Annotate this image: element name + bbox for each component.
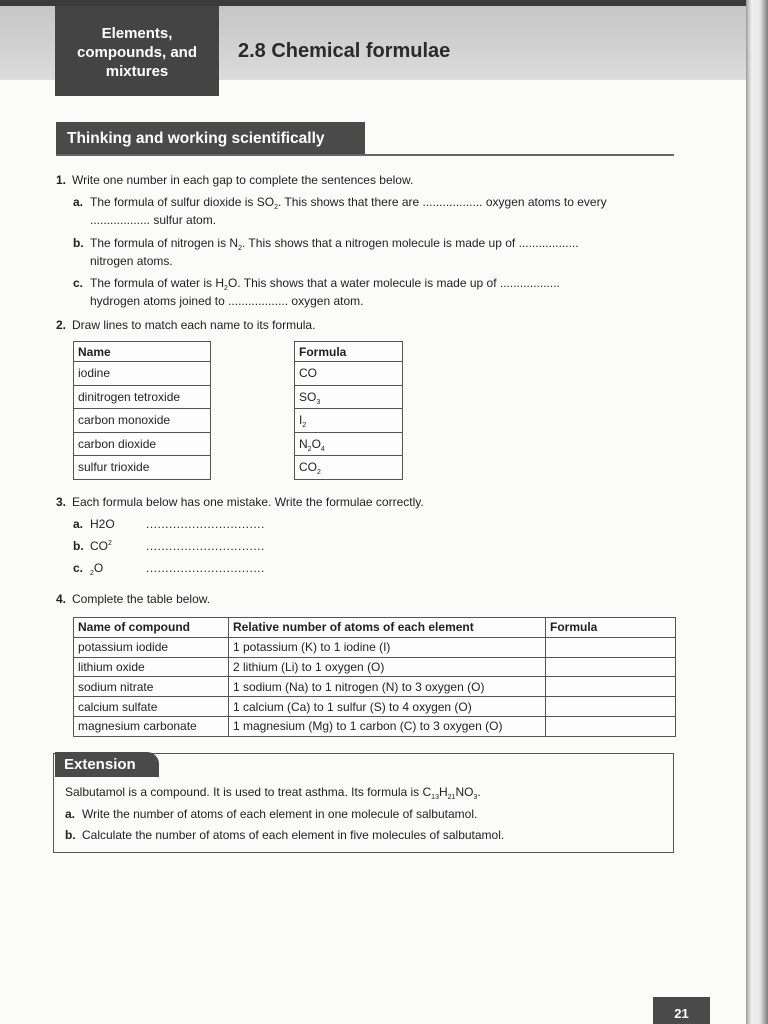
header-formula: Formula [546,618,676,638]
formula-answer-cell[interactable] [546,657,676,677]
answer-line[interactable]: ............................... [146,539,265,553]
subscript: 2 [307,445,312,453]
subscript: 2 [224,285,228,292]
chapter-label [55,6,219,96]
text: hydrogen atoms joined to .................. oxygen atom. [90,294,364,308]
subquestion-letter: c. [73,276,84,290]
text: CO [299,460,317,475]
subquestion-letter: a. [65,807,76,821]
compound-name: lithium oxide [74,657,229,677]
table-row [74,637,676,657]
atom-ratio: 1 magnesium (Mg) to 1 carbon (C) to 3 oxygen (O) [229,716,546,736]
section-title: 2.8 Chemical formulae [238,40,451,62]
heading-rule [56,154,674,156]
text: The formula of nitrogen is N [90,236,239,250]
incorrect-formula: CO [90,539,108,553]
incorrect-formula: H2O [90,517,115,531]
name-cell: carbon dioxide [74,432,211,456]
table-row [74,716,676,736]
atom-ratio: 1 sodium (Na) to 1 nitrogen (N) to 3 oxygen (O) [229,677,546,697]
page-edge [746,0,768,1024]
formula-cell [295,362,403,386]
name-cell: sulfur trioxide [74,456,211,480]
question-text: Each formula below has one mistake. Write the formulae correctly. [72,495,424,509]
formula-answer-cell[interactable] [546,637,676,657]
question-text: Draw lines to match each name to its formula. [72,318,316,332]
atom-ratio: 1 calcium (Ca) to 1 sulfur (S) to 4 oxygen (O) [229,697,546,717]
subscript: 3 [316,398,321,406]
text: . This shows that there are .................. oxygen atoms to every [277,195,607,209]
chapter-line-2: compounds, and [77,44,197,61]
header-name: Name of compound [74,618,229,638]
answer-line[interactable]: ............................... [146,517,265,531]
text: nitrogen atoms. [90,254,173,268]
text: SO [299,389,317,404]
subscript: 3 [473,794,478,801]
atom-ratio: 1 potassium (K) to 1 iodine (I) [229,637,546,657]
question-text: Complete the table below. [72,592,211,606]
formula-cell [295,432,403,456]
text: . This shows that a nitrogen molecule is made up of .................. [241,236,579,250]
formula-cell [295,456,403,480]
text: Salbutamol is a compound. It is used to treat asthma. Its formula is C [65,785,432,799]
superscript: 2 [108,540,112,547]
subquestion-letter: b. [73,539,84,553]
subscript: 4 [320,445,325,453]
subscript: 2 [238,245,242,252]
text: . [477,785,481,799]
text: O. This shows that a water molecule is made up of .................. [227,276,560,290]
answer-line[interactable]: ............................... [146,561,265,575]
subscript: 2 [317,469,321,477]
question-number: 2. [56,318,67,332]
compound-name: potassium iodide [74,637,229,657]
subscript: 21 [447,794,456,801]
table-row [74,697,676,717]
formula-answer-cell[interactable] [546,677,676,697]
compound-name: sodium nitrate [74,677,229,697]
subscript: 2 [90,570,94,577]
names-header: Name [74,342,211,362]
subquestion-text: Write the number of atoms of each element in one molecule of salbutamol. [82,807,478,821]
subquestion-letter: c. [73,561,84,575]
subscript: 13 [431,794,439,801]
subquestion-letter: b. [73,236,84,250]
text: N [299,436,308,451]
compound-name: magnesium carbonate [74,716,229,736]
subquestion-letter: b. [65,828,76,842]
text: O [311,436,321,451]
text: .................. sulfur atom. [90,213,217,227]
question-text: Write one number in each gap to complete the sentences below. [72,173,414,187]
question-number: 3. [56,495,67,509]
text: The formula of water is H [90,276,225,290]
compound-name: calcium sulfate [74,697,229,717]
formula-header: Formula [295,342,403,362]
question-number: 1. [56,173,67,187]
chapter-line-3: mixtures [105,63,169,80]
text: NO [455,785,474,799]
name-cell: carbon monoxide [74,409,211,433]
header-atoms: Relative number of atoms of each element [229,618,546,638]
incorrect-formula: O [93,561,104,575]
table-row [74,677,676,697]
question-number: 4. [56,592,67,606]
compound-table [73,617,676,737]
names-table [73,341,211,480]
workbook-page [0,6,746,1024]
text: I [299,413,303,428]
page-number: 21 [653,997,710,1024]
formula-cell [295,409,403,433]
name-cell: dinitrogen tetroxide [74,385,211,409]
formula-answer-cell[interactable] [546,697,676,717]
subscript: 2 [302,422,307,430]
text: CO [299,366,317,381]
text: H [438,785,448,799]
text: The formula of sulfur dioxide is SO [90,195,275,209]
formulas-table [294,341,403,480]
table-row [74,657,676,677]
subquestion-letter: a. [73,195,84,209]
subquestion-text: Calculate the number of atoms of each element in five molecules of salbutamol. [82,828,505,842]
extension-intro [65,783,481,801]
formula-cell [295,385,403,409]
chapter-line-1: Elements, [101,25,173,42]
subscript: 2 [274,204,278,211]
formula-answer-cell[interactable] [546,716,676,736]
twscience-heading: Thinking and working scientifically [56,122,365,155]
subquestion-letter: a. [73,517,84,531]
extension-heading: Extension [55,752,159,777]
atom-ratio: 2 lithium (Li) to 1 oxygen (O) [229,657,546,677]
name-cell: iodine [74,362,211,386]
